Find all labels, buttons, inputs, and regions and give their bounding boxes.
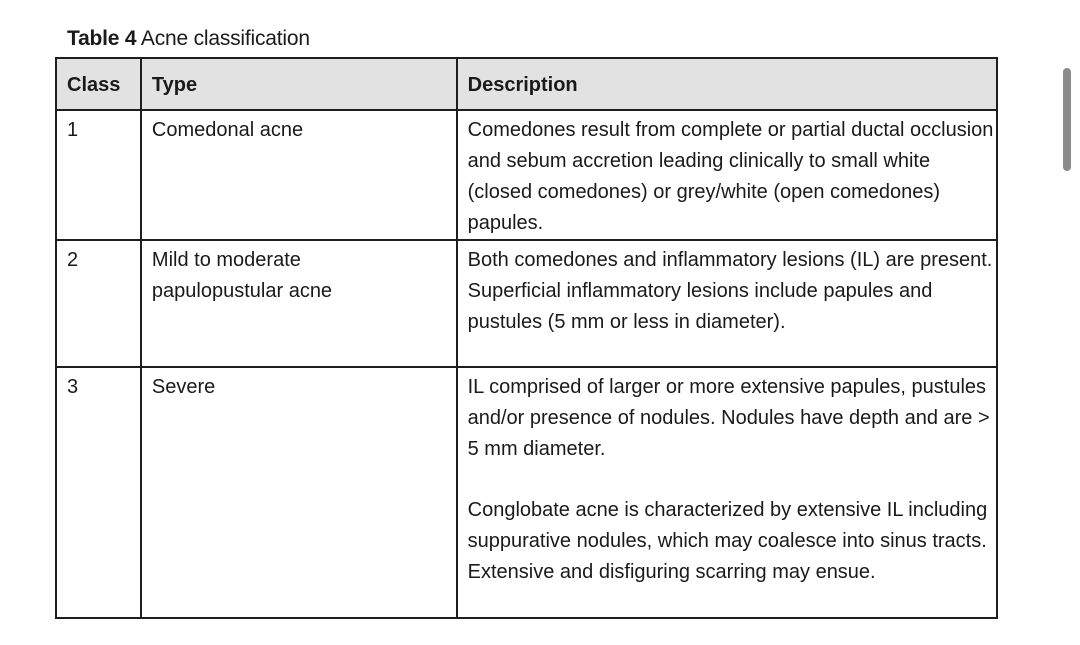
header-class: Class — [56, 58, 141, 110]
table-row — [56, 240, 997, 367]
table-title: Acne classification — [136, 27, 310, 50]
header-row — [56, 58, 997, 110]
description-cell — [457, 367, 997, 618]
header-description: Description — [457, 58, 997, 110]
type-text: Mild to moderate papulopustular acne — [151, 249, 333, 302]
table-number: Table 4 — [67, 27, 137, 50]
description-cell — [457, 110, 997, 240]
description-paragraph: Both comedones and inflammatory lesions (IL) are present. Superficial inflammatory lesions include papules and pustules (5 mm or less in diameter). — [467, 249, 993, 333]
description-paragraph: Comedones result from complete or partial ductal occlusion and sebum accretion leading clinically to small white (closed comedones) or grey/white (open comedones) papules. — [467, 119, 994, 234]
vertical-scrollbar[interactable] — [1063, 68, 1071, 171]
description-paragraph-conglobate: Conglobate acne is characterized by extensive IL including suppurative nodules, which may coalesce into sinus tracts. Extensive and disfiguring scarring may ensue. — [467, 499, 988, 583]
description-cell — [457, 240, 997, 367]
type-cell: Severe — [141, 367, 457, 618]
table-caption — [67, 27, 310, 51]
class-cell: 2 — [56, 240, 141, 367]
description-paragraph: IL comprised of larger or more extensive papules, pustules and/or presence of nodules. Nodules have depth and are > 5 mm diameter. — [467, 376, 990, 460]
class-cell: 1 — [56, 110, 141, 240]
class-cell: 3 — [56, 367, 141, 618]
type-cell: Comedonal acne — [141, 110, 457, 240]
table-row — [56, 367, 997, 618]
type-cell — [141, 240, 457, 367]
acne-classification-table — [55, 57, 998, 619]
table-row — [56, 110, 997, 240]
header-type: Type — [141, 58, 457, 110]
